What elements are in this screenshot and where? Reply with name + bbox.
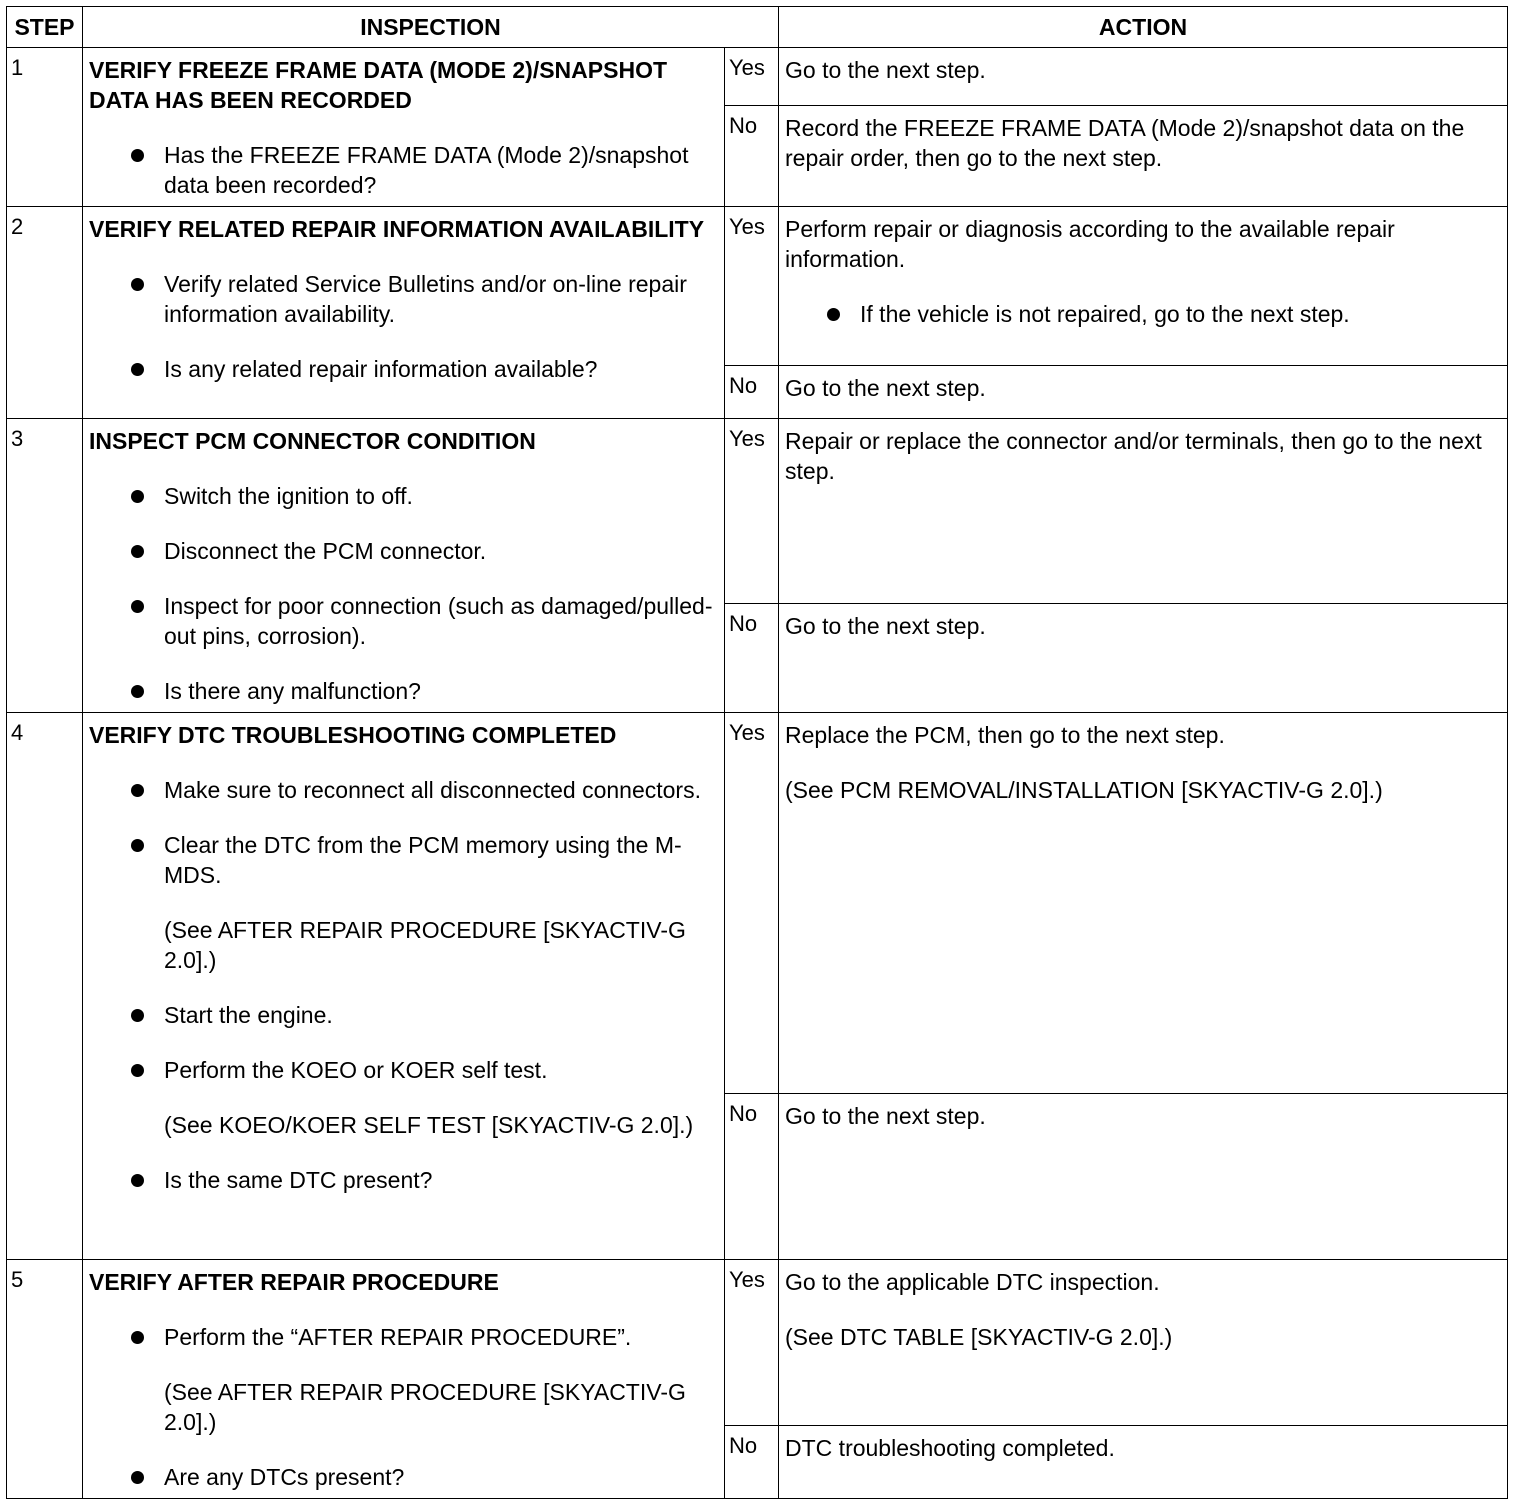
inspection-item (89, 354, 716, 384)
yes-action (779, 48, 1508, 106)
inspection-cell (83, 713, 725, 1260)
inspection-item (89, 481, 716, 511)
inspection-item-text: Disconnect the PCM connector. (164, 538, 487, 564)
reference-text: (See AFTER REPAIR PROCEDURE [SKYACTIV-G 2.0].) (164, 917, 686, 973)
inspection-item-text: Is the same DTC present? (164, 1167, 433, 1193)
table-row (7, 48, 1508, 106)
table-row (7, 1260, 1508, 1426)
inspection-list (89, 775, 716, 1195)
inspection-item (89, 269, 716, 329)
action-item-text: If the vehicle is not repaired, go to the next step. (860, 301, 1350, 327)
yes-label: Yes (725, 1260, 779, 1426)
action-text: Go to the next step. (785, 375, 986, 401)
reference-text: (See AFTER REPAIR PROCEDURE [SKYACTIV-G 2.0].) (164, 1379, 686, 1435)
inspection-item (89, 140, 716, 200)
no-label: No (725, 366, 779, 419)
yes-action (779, 713, 1508, 1094)
step-number: 2 (7, 207, 83, 419)
step-number: 4 (7, 713, 83, 1260)
bullet-icon (131, 784, 144, 797)
bullet-icon (131, 278, 144, 291)
inspection-item (89, 1000, 716, 1030)
yes-action (779, 419, 1508, 604)
action-list (785, 299, 1499, 329)
table-row (7, 713, 1508, 1094)
inspection-item-text: Verify related Service Bulletins and/or on-line repair information availability. (164, 271, 687, 327)
bullet-icon (131, 149, 144, 162)
action-text: Go to the applicable DTC inspection. (785, 1269, 1160, 1295)
action-text: (See PCM REMOVAL/INSTALLATION [SKYACTIV-G 2.0].) (785, 777, 1383, 803)
inspection-item-text: Clear the DTC from the PCM memory using the M-MDS. (164, 832, 682, 888)
step-number: 3 (7, 419, 83, 713)
step-number: 1 (7, 48, 83, 207)
no-label: No (725, 106, 779, 207)
bullet-icon (827, 308, 840, 321)
bullet-icon (131, 545, 144, 558)
bullet-icon (131, 600, 144, 613)
no-label: No (725, 1094, 779, 1260)
action-text: Go to the next step. (785, 613, 986, 640)
bullet-icon (131, 839, 144, 852)
inspection-item (89, 830, 716, 975)
action-text: Go to the next step. (785, 57, 986, 83)
no-action (779, 604, 1508, 713)
yes-action (779, 1260, 1508, 1426)
no-action (779, 106, 1508, 207)
inspection-header: INSPECTION (83, 7, 779, 48)
table-row (7, 419, 1508, 604)
no-label: No (725, 1425, 779, 1498)
yes-label: Yes (725, 207, 779, 366)
inspection-item-text: Perform the KOEO or KOER self test. (164, 1057, 548, 1083)
action-text: (See DTC TABLE [SKYACTIV-G 2.0].) (785, 1324, 1173, 1350)
action-text: Replace the PCM, then go to the next step. (785, 722, 1225, 748)
bullet-icon (131, 1471, 144, 1484)
bullet-icon (131, 1174, 144, 1187)
step-header: STEP (7, 7, 83, 48)
no-action (779, 1425, 1508, 1498)
step-number: 5 (7, 1260, 83, 1499)
bullet-icon (131, 1331, 144, 1344)
inspection-title: VERIFY FREEZE FRAME DATA (MODE 2)/SNAPSHOT DATA HAS BEEN RECORDED (89, 57, 668, 113)
inspection-title: VERIFY AFTER REPAIR PROCEDURE (89, 1269, 499, 1295)
inspection-item-text: Has the FREEZE FRAME DATA (Mode 2)/snapshot data been recorded? (164, 142, 689, 198)
inspection-item-text: Make sure to reconnect all disconnected connectors. (164, 777, 701, 803)
action-header: ACTION (779, 7, 1508, 48)
inspection-item-text: Inspect for poor connection (such as damaged/pulled-out pins, corrosion). (164, 593, 713, 649)
troubleshooting-table (6, 6, 1508, 1499)
inspection-list (89, 1322, 716, 1492)
inspection-cell (83, 48, 725, 207)
inspection-cell (83, 1260, 725, 1499)
bullet-icon (131, 685, 144, 698)
action-text: Perform repair or diagnosis according to the available repair information. (785, 216, 1395, 272)
inspection-cell (83, 419, 725, 713)
inspection-item (89, 1165, 716, 1195)
action-text: Go to the next step. (785, 1103, 986, 1129)
header-row (7, 7, 1508, 48)
no-action (779, 1094, 1508, 1260)
yes-action (779, 207, 1508, 366)
inspection-item-text: Switch the ignition to off. (164, 483, 413, 509)
bullet-icon (131, 1064, 144, 1077)
action-text: Repair or replace the connector and/or terminals, then go to the next step. (785, 428, 1482, 484)
inspection-item (89, 1462, 716, 1492)
inspection-list (89, 140, 716, 200)
inspection-cell (83, 207, 725, 419)
bullet-icon (131, 363, 144, 376)
no-action (779, 366, 1508, 419)
yes-label: Yes (725, 713, 779, 1094)
inspection-item-text: Perform the “AFTER REPAIR PROCEDURE”. (164, 1324, 632, 1350)
action-text: Record the FREEZE FRAME DATA (Mode 2)/snapshot data on the repair order, then go to the next step. (785, 115, 1465, 172)
inspection-item (89, 536, 716, 566)
inspection-item-text: Start the engine. (164, 1002, 333, 1028)
inspection-title: VERIFY DTC TROUBLESHOOTING COMPLETED (89, 722, 617, 748)
no-label: No (725, 604, 779, 713)
inspection-item (89, 775, 716, 805)
bullet-icon (131, 490, 144, 503)
inspection-item-text: Is there any malfunction? (164, 678, 421, 704)
yes-label: Yes (725, 48, 779, 106)
inspection-item-text: Is any related repair information available? (164, 356, 598, 382)
inspection-item (89, 1055, 716, 1140)
table-body (7, 48, 1508, 1499)
inspection-title: INSPECT PCM CONNECTOR CONDITION (89, 428, 536, 454)
action-item (785, 299, 1499, 329)
reference-text: (See KOEO/KOER SELF TEST [SKYACTIV-G 2.0].) (164, 1112, 694, 1138)
inspection-title: VERIFY RELATED REPAIR INFORMATION AVAILABILITY (89, 216, 705, 242)
inspection-list (89, 481, 716, 706)
table-row (7, 207, 1508, 366)
yes-label: Yes (725, 419, 779, 604)
inspection-item (89, 591, 716, 651)
action-text: DTC troubleshooting completed. (785, 1434, 1115, 1461)
inspection-item (89, 1322, 716, 1437)
bullet-icon (131, 1009, 144, 1022)
inspection-list (89, 269, 716, 384)
inspection-item-text: Are any DTCs present? (164, 1464, 405, 1490)
inspection-item (89, 676, 716, 706)
